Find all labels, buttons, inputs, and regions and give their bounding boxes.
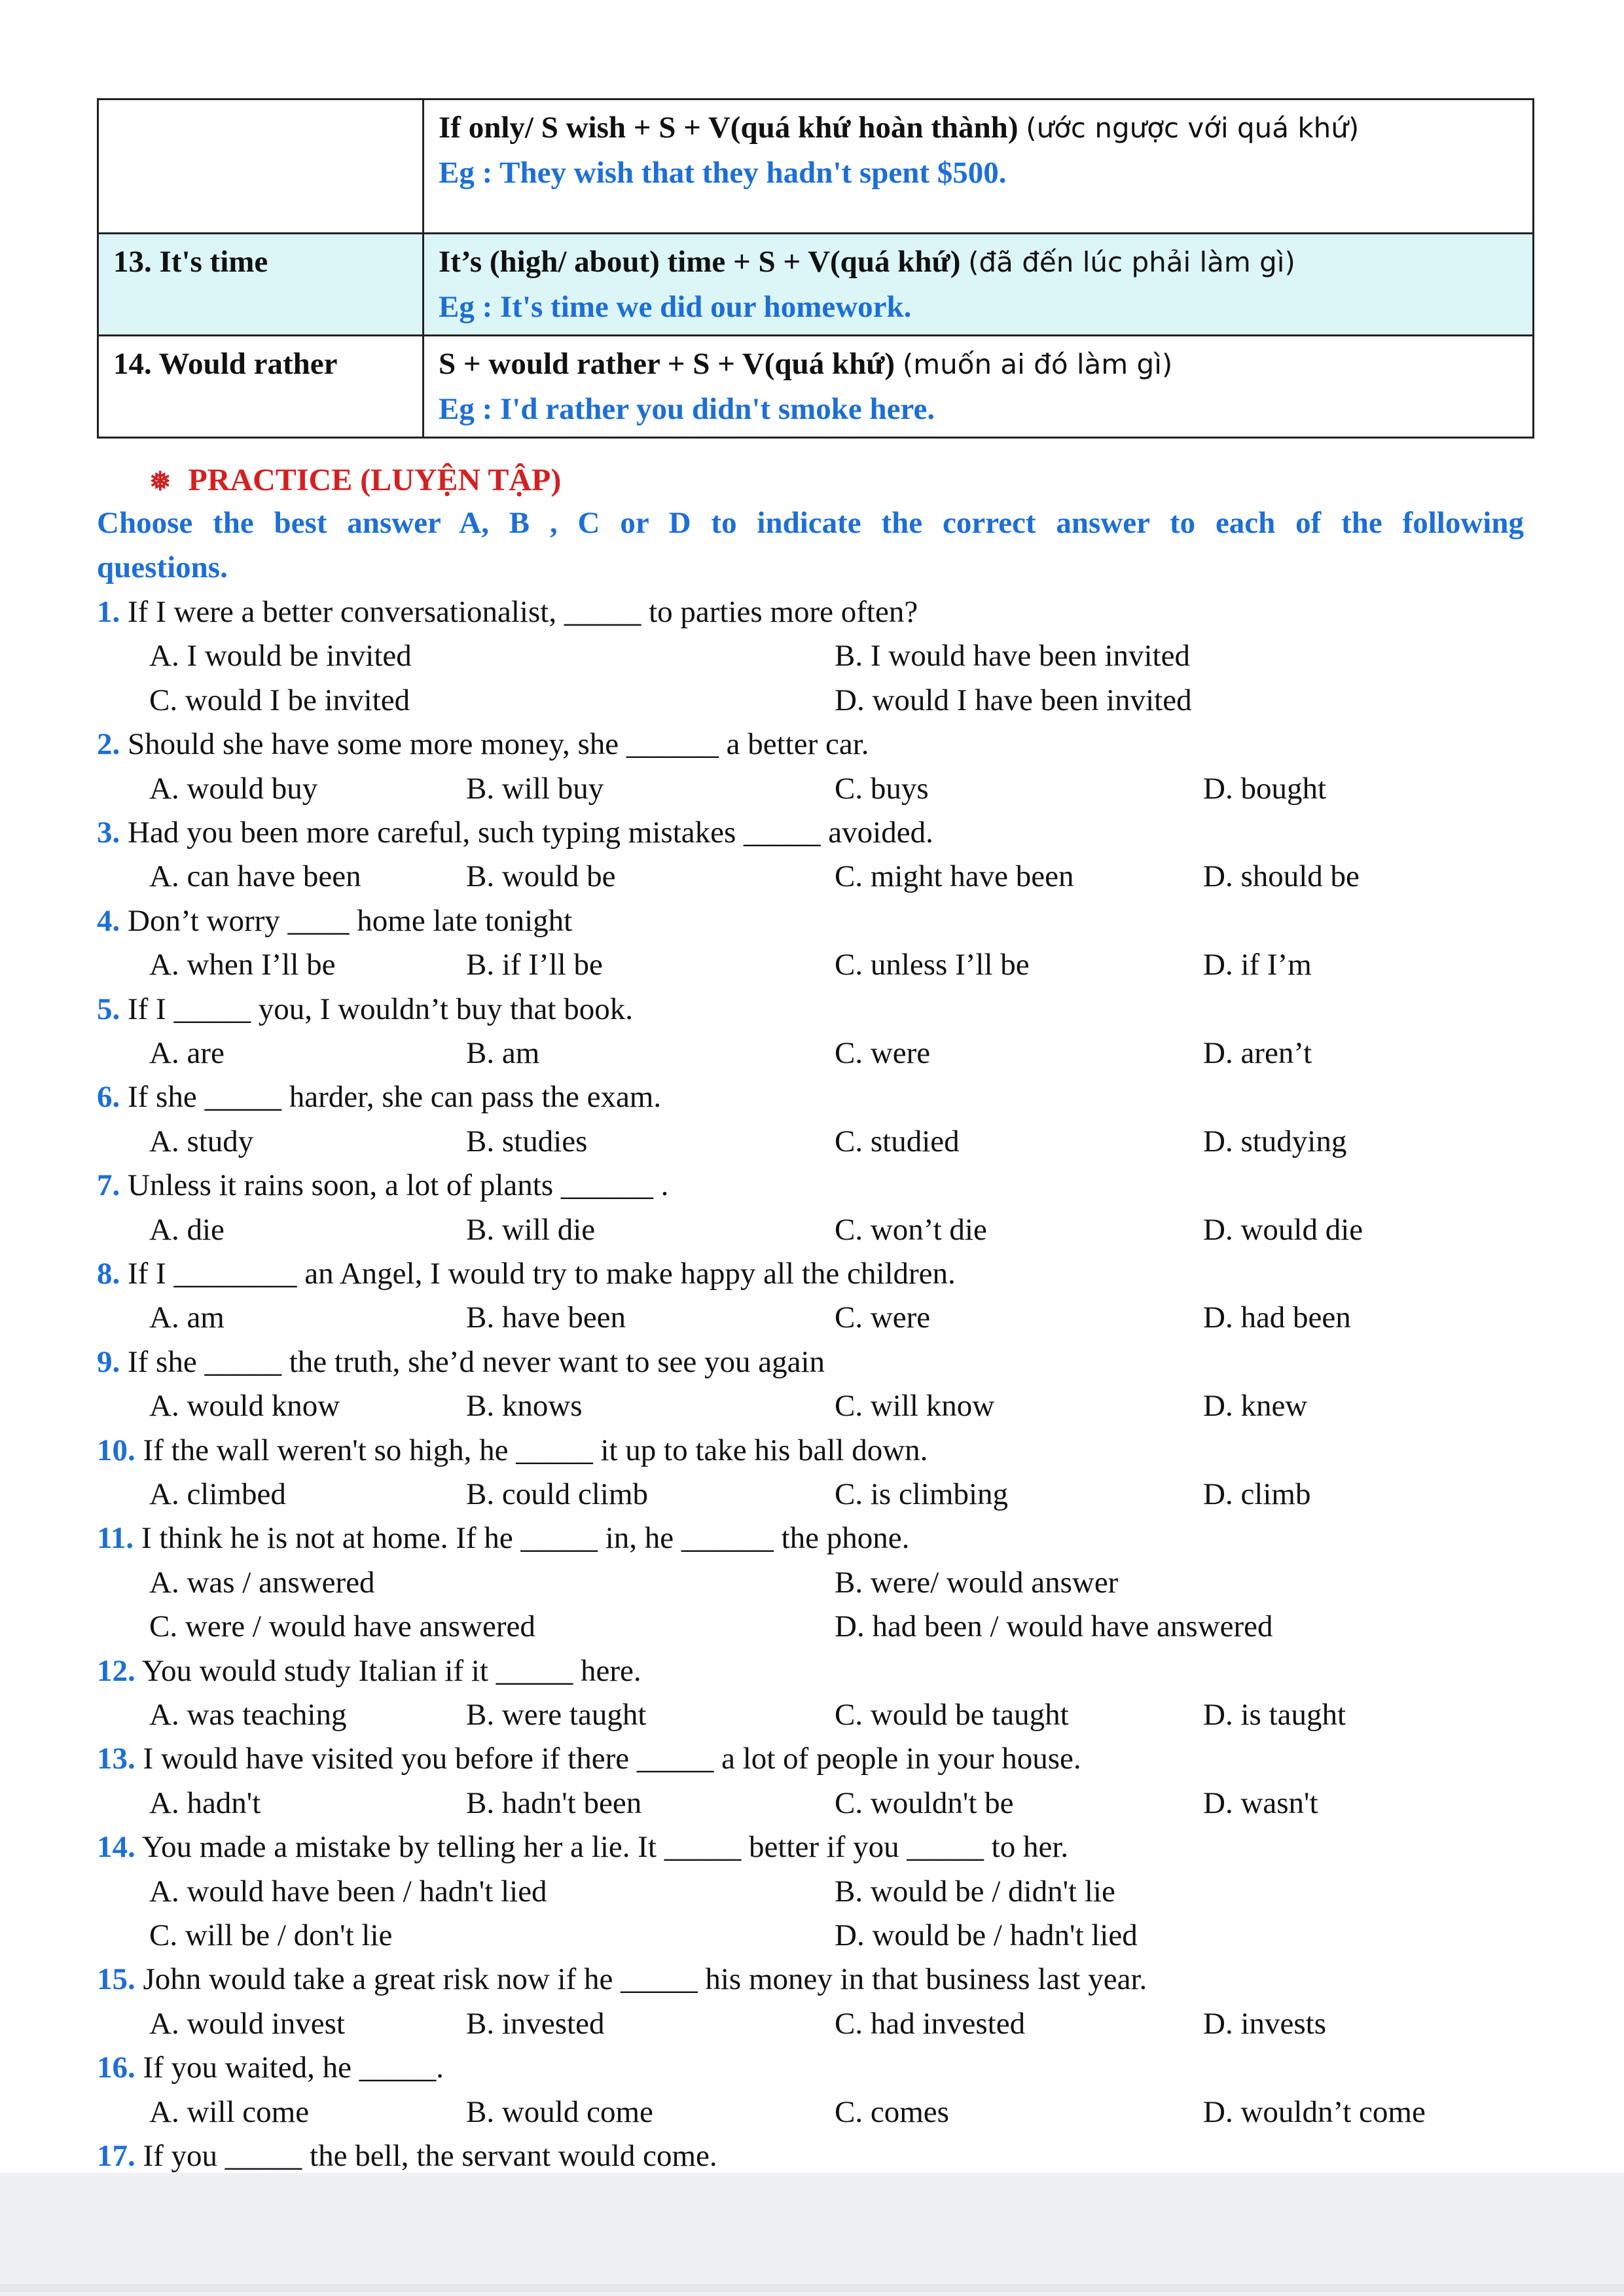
answer-option: C. studied (835, 1124, 960, 1158)
answer-option: B. were/ would answer (835, 1565, 1119, 1600)
rule-note: (muốn ai đó làm gì) (902, 348, 1173, 380)
question-2 (97, 722, 869, 766)
answer-option: C. had invested (835, 2006, 1026, 2041)
question-text: You would study Italian if it _____ here. (141, 1653, 641, 1688)
question-number: 1. (97, 595, 120, 629)
answer-option: C. comes (835, 2094, 949, 2129)
viewer-bottom-bar (0, 2173, 1624, 2296)
answer-option: A. was teaching (149, 1698, 347, 1732)
question-text: Don’t worry ____ home late tonight (128, 903, 573, 938)
answer-option: D. knew (1203, 1389, 1308, 1424)
question-9 (97, 1340, 825, 1384)
answer-option: C. would be taught (835, 1698, 1069, 1732)
question-number: 2. (97, 727, 120, 762)
answer-option: B. could climb (466, 1477, 649, 1511)
answer-option: B. would come (466, 2094, 653, 2129)
answer-option: B. I would have been invited (835, 639, 1190, 673)
answer-option: A. will come (149, 2094, 310, 2129)
answer-option: A. I would be invited (149, 639, 412, 673)
answer-option: A. was / answered (149, 1565, 375, 1600)
table-cell-rule (424, 234, 1534, 336)
question-number: 17. (97, 2139, 135, 2173)
question-10 (97, 1428, 928, 1473)
answer-option: C. would I be invited (149, 683, 410, 717)
question-number: 6. (97, 1080, 120, 1115)
answer-option: A. am (149, 1300, 225, 1335)
question-5 (97, 987, 633, 1031)
answer-option: B. hadn't been (466, 1785, 642, 1820)
question-text: You made a mistake by telling her a lie. It _____ better if you _____ to her. (141, 1830, 1069, 1865)
grammar-table (97, 98, 1534, 439)
question-text: If I _____ you, I wouldn’t buy that book. (128, 992, 633, 1026)
answer-option: B. studies (466, 1124, 588, 1158)
table-cell-label (98, 99, 424, 234)
question-number: 3. (97, 816, 120, 850)
answer-option: A. climbed (149, 1477, 286, 1511)
answer-option: D. should be (1203, 859, 1360, 894)
viewer-bottom-edge (0, 2284, 1624, 2292)
flower-icon: ❅ (149, 467, 171, 496)
question-12 (97, 1649, 641, 1693)
rule-formula: If only/ S wish + S + V(quá khứ hoàn thành) (439, 111, 1019, 145)
practice-heading-text: PRACTICE (LUYỆN TẬP) (188, 463, 562, 497)
answer-option: C. will be / don't lie (149, 1918, 393, 1952)
answer-option: B. if I’ll be (466, 948, 603, 982)
answer-option: C. might have been (835, 859, 1074, 894)
question-14 (97, 1825, 1068, 1869)
answer-option: C. wouldn't be (835, 1785, 1014, 1820)
instruction-line-2: questions. (97, 550, 228, 584)
answer-option: D. bought (1203, 771, 1326, 806)
answer-option: B. am (466, 1036, 540, 1070)
answer-option: D. aren’t (1203, 1036, 1312, 1070)
question-text: I would have visited you before if there _____ a lot of people in your house. (143, 1742, 1081, 1776)
question-text: If she _____ the truth, she’d never want to see you again (128, 1344, 825, 1379)
question-number: 4. (97, 903, 120, 938)
question-text: If I ________ an Angel, I would try to make happy all the children. (128, 1257, 956, 1291)
rule-note: (ước ngược với quá khứ) (1026, 112, 1360, 144)
table-row (98, 99, 1534, 234)
answer-option: B. have been (466, 1300, 626, 1335)
rule-example: Eg : They wish that they hadn't spent $500. (439, 156, 1007, 190)
table-row (98, 234, 1534, 336)
answer-option: B. will buy (466, 771, 604, 806)
answer-option: D. would be / hadn't lied (835, 1918, 1138, 1952)
question-number: 15. (97, 1962, 135, 1997)
question-number: 5. (97, 992, 120, 1026)
answer-option: A. study (149, 1124, 254, 1158)
question-15 (97, 1957, 1147, 2001)
rule-formula: It’s (high/ about) time + S + V(quá khứ) (439, 245, 961, 279)
question-number: 16. (97, 2051, 135, 2085)
question-13 (97, 1736, 1081, 1781)
answer-option: C. is climbing (835, 1477, 1009, 1511)
answer-option: A. would buy (149, 771, 318, 806)
question-number: 8. (97, 1257, 120, 1291)
answer-option: D. wouldn’t come (1203, 2094, 1426, 2129)
question-text: If you _____ the bell, the servant would come. (143, 2139, 717, 2173)
answer-option: D. climb (1203, 1477, 1311, 1511)
answer-option: A. when I’ll be (149, 948, 336, 982)
table-cell-rule (424, 336, 1534, 438)
answer-option: A. can have been (149, 859, 361, 894)
question-7 (97, 1163, 668, 1208)
rule-example: Eg : I'd rather you didn't smoke here. (439, 392, 935, 426)
answer-option: D. is taught (1203, 1698, 1346, 1732)
question-8 (97, 1251, 956, 1296)
answer-option: C. will know (835, 1389, 995, 1424)
answer-option: D. had been / would have answered (835, 1609, 1273, 1644)
question-number: 12. (97, 1653, 135, 1688)
answer-option: C. were / would have answered (149, 1609, 535, 1644)
answer-option: B. will die (466, 1212, 596, 1247)
answer-option: C. won’t die (835, 1212, 987, 1247)
answer-option: D. would die (1203, 1212, 1363, 1247)
answer-option: C. buys (835, 771, 929, 806)
question-text: I think he is not at home. If he _____ in, he ______ the phone. (141, 1521, 910, 1556)
answer-option: A. die (149, 1212, 225, 1247)
rule-formula: S + would rather + S + V(quá khứ) (439, 347, 895, 381)
answer-option: B. knows (466, 1389, 583, 1424)
question-text: If she _____ harder, she can pass the exam. (128, 1080, 662, 1115)
answer-option: A. are (149, 1036, 225, 1070)
answer-option: A. would have been / hadn't lied (149, 1874, 547, 1909)
rule-note: (đã đến lúc phải làm gì) (968, 246, 1295, 278)
question-number: 10. (97, 1433, 135, 1467)
answer-option: B. invested (466, 2006, 605, 2041)
answer-option: D. if I’m (1203, 948, 1312, 982)
question-text: Unless it rains soon, a lot of plants ______ . (128, 1168, 669, 1203)
instruction-line-1: Choose the best answer A, B , C or D to indicate the correct answer to each of the following (97, 506, 1524, 540)
answer-option: C. were (835, 1036, 931, 1070)
question-text: Should she have some more money, she ______ a better car. (128, 727, 869, 762)
table-cell-label: 14. Would rather (98, 336, 424, 438)
question-number: 13. (97, 1742, 135, 1776)
question-3 (97, 810, 933, 855)
question-16 (97, 2045, 444, 2090)
question-17 (97, 2134, 717, 2178)
answer-option: A. would invest (149, 2006, 345, 2041)
answer-option: D. studying (1203, 1124, 1347, 1158)
answer-option: A. would know (149, 1389, 340, 1424)
question-number: 9. (97, 1344, 120, 1379)
question-11 (97, 1516, 909, 1560)
answer-option: B. were taught (466, 1698, 647, 1732)
rule-example: Eg : It's time we did our homework. (439, 290, 912, 324)
answer-option: C. unless I’ll be (835, 948, 1030, 982)
answer-option: D. would I have been invited (835, 683, 1192, 717)
answer-option: B. would be / didn't lie (835, 1874, 1115, 1909)
question-text: Had you been more careful, such typing mistakes _____ avoided. (128, 816, 933, 850)
question-text: If the wall weren't so high, he _____ it up to take his ball down. (143, 1433, 928, 1467)
question-text: John would take a great risk now if he _____ his money in that business last year. (143, 1962, 1147, 1997)
answer-option: C. were (835, 1300, 931, 1335)
table-cell-label: 13. It's time (98, 234, 424, 336)
question-text: If I were a better conversationalist, _____ to parties more often? (128, 595, 918, 629)
answer-option: D. had been (1203, 1300, 1351, 1335)
answer-option: D. wasn't (1203, 1785, 1318, 1820)
answer-option: A. hadn't (149, 1785, 261, 1820)
answer-option: D. invests (1203, 2006, 1326, 2041)
question-text: If you waited, he _____. (143, 2051, 444, 2085)
question-number: 11. (97, 1521, 134, 1556)
practice-heading (149, 458, 561, 504)
question-6 (97, 1075, 661, 1119)
question-number: 7. (97, 1168, 120, 1203)
question-1 (97, 590, 918, 634)
answer-option: B. would be (466, 859, 616, 894)
question-number: 14. (97, 1830, 135, 1865)
question-4 (97, 899, 572, 943)
table-row (98, 336, 1534, 438)
table-cell-rule (424, 99, 1534, 234)
